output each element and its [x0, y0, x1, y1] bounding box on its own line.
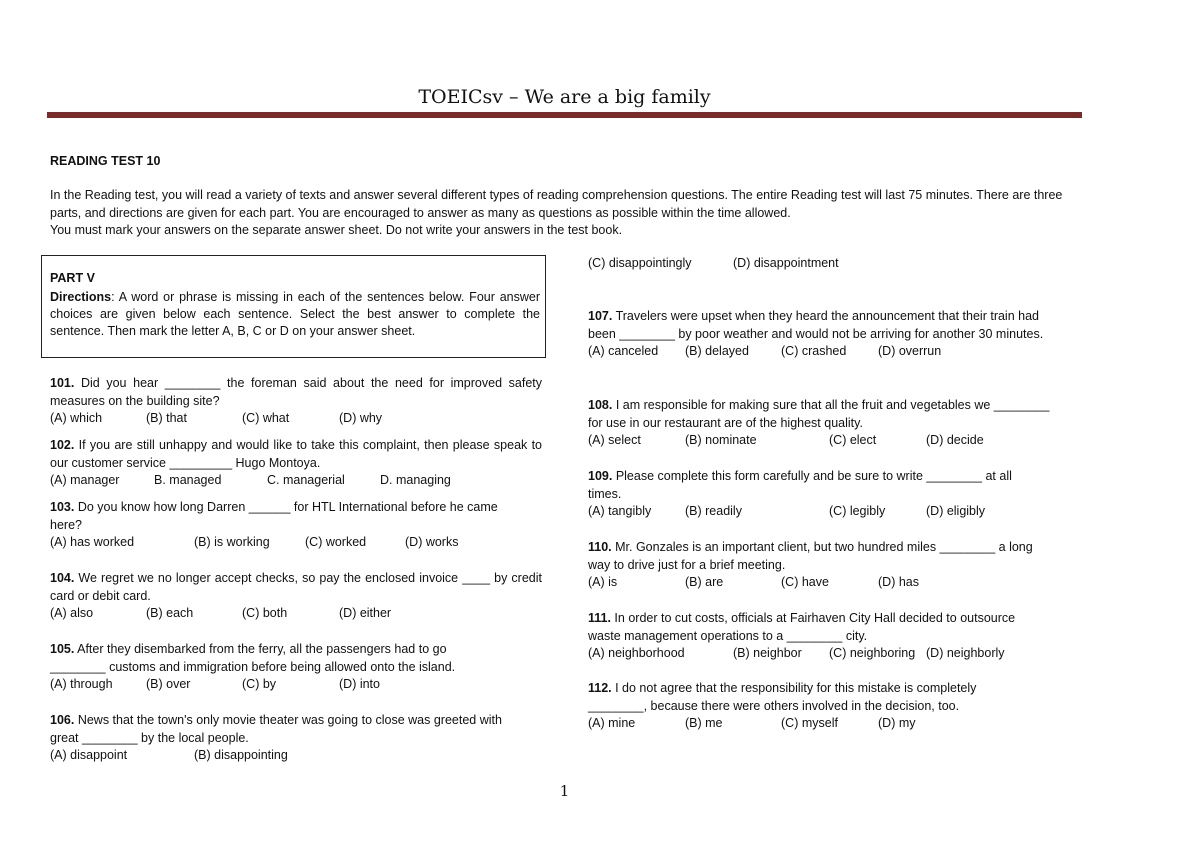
question-text: Do you know how long Darren ______ for HTL International before he came here? — [50, 500, 498, 532]
question-number: 102. — [50, 438, 75, 452]
option-c[interactable]: (C) both — [242, 606, 288, 620]
option-b[interactable]: (B) delayed — [685, 344, 749, 358]
option-a[interactable]: (A) disappoint — [50, 748, 128, 762]
option-d[interactable]: D. managing — [380, 473, 451, 487]
option-a[interactable]: (A) manager — [50, 473, 120, 487]
question-text: Travelers were upset when they heard the announcement that their train had been ________ by poor weather and would not be arriving for another 30 minutes. — [588, 309, 1044, 341]
question-text: Mr. Gonzales is an important client, but two hundred miles ________ a long way to drive just for a brief meeting. — [588, 540, 1033, 572]
question-number: 112. — [588, 681, 612, 695]
option-b[interactable]: (B) disappointing — [194, 748, 288, 762]
question-number: 107. — [588, 309, 613, 323]
option-b[interactable]: (B) that — [146, 411, 187, 425]
option-b[interactable]: (B) neighbor — [733, 646, 802, 660]
option-d[interactable]: (D) decide — [926, 433, 984, 447]
page-header-title: TOEICsv – We are a big family — [418, 86, 711, 108]
option-d[interactable]: (D) either — [339, 606, 392, 620]
question-number: 103. — [50, 500, 75, 514]
option-a[interactable]: (A) also — [50, 606, 94, 620]
option-c[interactable]: (C) disappointingly — [588, 256, 692, 270]
option-a[interactable]: (A) canceled — [588, 344, 659, 358]
question-109 — [588, 468, 1046, 521]
option-c[interactable]: (C) by — [242, 677, 277, 691]
option-a[interactable]: (A) has worked — [50, 535, 135, 549]
option-d[interactable]: (D) why — [339, 411, 383, 425]
question-107 — [588, 308, 1058, 361]
option-a[interactable]: (A) through — [50, 677, 113, 691]
question-106 — [50, 712, 515, 765]
question-text: Please complete this form carefully and be sure to write ________ at all times. — [588, 469, 1012, 501]
question-number: 109. — [588, 469, 613, 483]
option-c[interactable]: (C) neighboring — [829, 646, 916, 660]
question-106-continued — [588, 255, 988, 273]
answer-options — [50, 534, 505, 552]
question-text: I am responsible for making sure that all the fruit and vegetables we ________ for use in our restaurant are of the highest quality. — [588, 398, 1050, 430]
question-110 — [588, 539, 1058, 592]
option-d[interactable]: (D) eligibly — [926, 504, 986, 518]
question-104 — [50, 570, 542, 623]
question-102 — [50, 437, 542, 490]
question-number: 110. — [588, 540, 612, 554]
page-number: 1 — [559, 782, 570, 800]
option-c[interactable]: (C) have — [781, 575, 829, 589]
option-b[interactable]: (B) each — [146, 606, 194, 620]
intro-paragraph-2: You must mark your answers on the separate answer sheet. Do not write your answers in the test book. — [50, 223, 623, 237]
option-c[interactable]: (C) myself — [781, 716, 838, 730]
directions-label: Directions — [50, 290, 112, 304]
intro-paragraph-1: In the Reading test, you will read a variety of texts and answer several different types of reading comprehension questions. The entire Reading test will last 75 minutes. There are three parts, and directions are given for each part. You are encouraged to answer as many as questions as possible within the time allowed. — [50, 188, 1063, 220]
option-a[interactable]: (A) tangibly — [588, 504, 652, 518]
answer-options — [50, 676, 495, 694]
option-c[interactable]: (C) crashed — [781, 344, 847, 358]
answer-options — [588, 255, 988, 273]
question-101 — [50, 375, 542, 428]
question-number: 106. — [50, 713, 75, 727]
option-b[interactable]: (B) is working — [194, 535, 270, 549]
option-a[interactable]: (A) neighborhood — [588, 646, 685, 660]
question-number: 101. — [50, 376, 75, 390]
question-text: After they disembarked from the ferry, all the passengers had to go ________ customs and immigration before being allowed onto the island. — [50, 642, 456, 674]
option-b[interactable]: (B) me — [685, 716, 723, 730]
part-title: PART V — [50, 271, 95, 285]
part-directions — [50, 289, 540, 340]
answer-options — [588, 715, 1028, 733]
option-a[interactable]: (A) select — [588, 433, 641, 447]
question-112 — [588, 680, 1028, 733]
option-d[interactable]: (D) my — [878, 716, 916, 730]
option-c[interactable]: (C) worked — [305, 535, 367, 549]
option-d[interactable]: (D) neighborly — [926, 646, 1005, 660]
option-d[interactable]: (D) has — [878, 575, 919, 589]
question-103 — [50, 499, 505, 552]
answer-options — [588, 503, 1046, 521]
question-number: 108. — [588, 398, 613, 412]
option-a[interactable]: (A) mine — [588, 716, 636, 730]
answer-options — [588, 574, 1058, 592]
option-d[interactable]: (D) disappointment — [733, 256, 839, 270]
directions-text: : A word or phrase is missing in each of the sentences below. Four answer choices are given below each sentence. Select the best answer to complete the sentence. Then mark the letter A, B, C or D on your answer sheet. — [50, 290, 540, 338]
question-number: 105. — [50, 642, 75, 656]
option-a[interactable]: (A) which — [50, 411, 103, 425]
question-text: Did you hear ________ the foreman said about the need for improved safety measures on the building site? — [50, 376, 542, 408]
answer-options — [50, 472, 542, 490]
answer-options — [588, 343, 1058, 361]
option-c[interactable]: (C) elect — [829, 433, 877, 447]
question-text: If you are still unhappy and would like to take this complaint, then please speak to our customer service _________ Hugo Montoya. — [50, 438, 542, 470]
option-d[interactable]: (D) into — [339, 677, 380, 691]
question-105 — [50, 641, 495, 694]
answer-options — [50, 747, 515, 765]
question-108 — [588, 397, 1058, 450]
option-b[interactable]: B. managed — [154, 473, 222, 487]
question-text: I do not agree that the responsibility for this mistake is completely ________, because there were others involved in the decision, too. — [588, 681, 977, 713]
answer-options — [588, 432, 1058, 450]
reading-intro — [50, 187, 1082, 240]
question-number: 111. — [588, 611, 611, 625]
header-divider — [47, 112, 1082, 118]
reading-test-title: READING TEST 10 — [50, 154, 161, 168]
question-text: We regret we no longer accept checks, so pay the enclosed invoice ____ by credit card or debit card. — [50, 571, 542, 603]
option-c[interactable]: (C) what — [242, 411, 290, 425]
answer-options — [50, 410, 542, 428]
option-c[interactable]: (C) legibly — [829, 504, 886, 518]
option-b[interactable]: (B) over — [146, 677, 191, 691]
option-b[interactable]: (B) nominate — [685, 433, 757, 447]
option-d[interactable]: (D) works — [405, 535, 459, 549]
answer-options — [50, 605, 542, 623]
option-b[interactable]: (B) readily — [685, 504, 742, 518]
question-number: 104. — [50, 571, 75, 585]
option-c[interactable]: C. managerial — [267, 473, 345, 487]
question-text: In order to cut costs, officials at Fairhaven City Hall decided to outsource waste management operations to a ________ city. — [588, 611, 1016, 643]
option-b[interactable]: (B) are — [685, 575, 724, 589]
option-a[interactable]: (A) is — [588, 575, 618, 589]
question-text: News that the town's only movie theater was going to close was greeted with great ________ by the local people. — [50, 713, 502, 745]
answer-options — [588, 645, 1048, 663]
question-111 — [588, 610, 1048, 663]
option-d[interactable]: (D) overrun — [878, 344, 942, 358]
